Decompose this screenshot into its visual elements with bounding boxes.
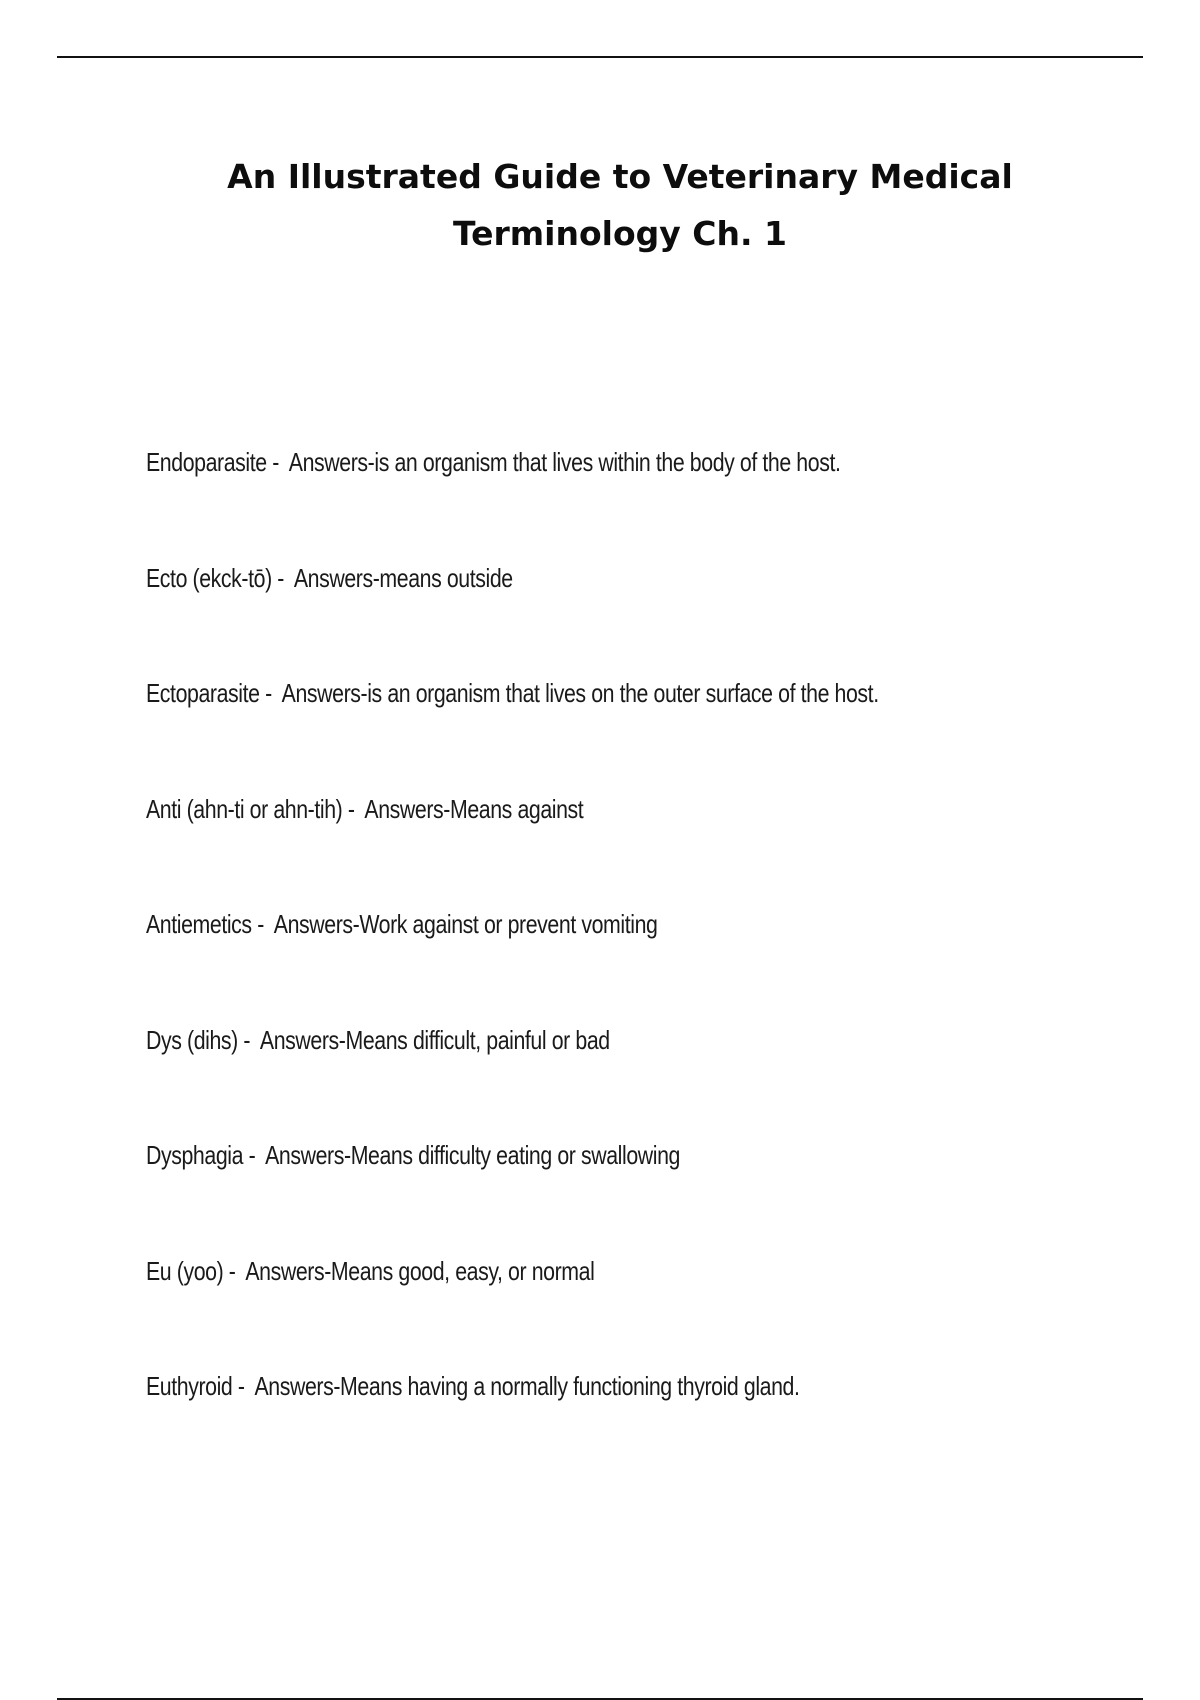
term-answer: Answers-is an organism that lives within the body of the host. xyxy=(288,447,841,477)
term-answer: Answers-Means good, easy, or normal xyxy=(245,1255,595,1286)
term-separator: - xyxy=(232,1371,255,1401)
term-entry xyxy=(146,904,966,1020)
term-separator: - xyxy=(251,909,274,939)
term-separator: - xyxy=(271,562,294,593)
document-title: An Illustrated Guide to Veterinary Medical Terminology Ch. 1 xyxy=(227,157,1013,253)
term-word: Ectoparasite xyxy=(146,678,260,708)
term-word: Anti (ahn-ti or ahn-tih) xyxy=(146,793,343,824)
term-entry xyxy=(146,1135,966,1251)
term-separator: - xyxy=(266,447,289,477)
term-entry xyxy=(146,558,966,674)
term-word: Dysphagia xyxy=(146,1140,244,1170)
term-word: Ecto (ekck-tō) xyxy=(146,562,272,593)
term-answer: Answers-is an organism that lives on the outer surface of the host. xyxy=(281,678,879,708)
term-answer: Answers-Means difficult, painful or bad xyxy=(259,1024,610,1055)
term-separator: - xyxy=(243,1140,266,1170)
term-entry xyxy=(146,442,966,558)
term-word: Euthyroid xyxy=(146,1371,233,1401)
term-answer: Answers-means outside xyxy=(293,562,513,593)
term-list xyxy=(146,442,1146,1482)
term-separator: - xyxy=(342,793,365,824)
term-answer: Answers-Means against xyxy=(364,793,584,824)
term-entry xyxy=(146,1020,966,1136)
term-entry xyxy=(146,1251,966,1367)
header-rule xyxy=(57,56,1143,58)
term-word: Endoparasite xyxy=(146,447,267,477)
term-word: Antiemetics xyxy=(146,909,252,939)
term-entry xyxy=(146,1366,966,1482)
term-answer: Answers-Means having a normally functioning thyroid gland. xyxy=(254,1371,800,1401)
term-entry xyxy=(146,673,966,789)
term-separator: - xyxy=(237,1024,260,1055)
term-separator: - xyxy=(259,678,282,708)
term-word: Eu (yoo) xyxy=(146,1255,224,1286)
term-separator: - xyxy=(223,1255,246,1286)
term-answer: Answers-Work against or prevent vomiting xyxy=(273,909,658,939)
term-answer: Answers-Means difficulty eating or swallowing xyxy=(265,1140,680,1170)
term-entry xyxy=(146,789,966,905)
term-word: Dys (dihs) xyxy=(146,1024,238,1055)
